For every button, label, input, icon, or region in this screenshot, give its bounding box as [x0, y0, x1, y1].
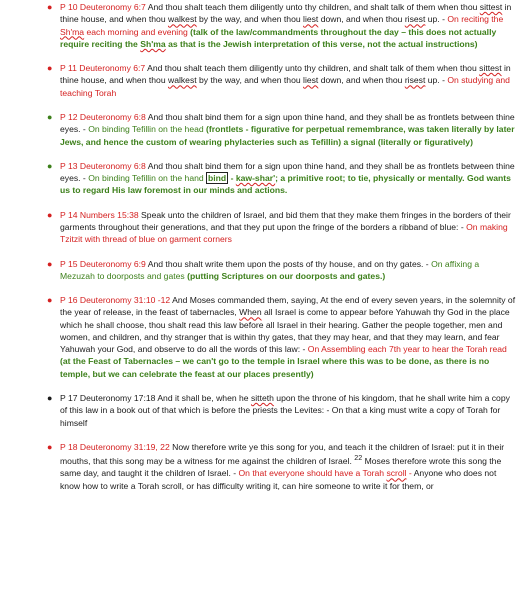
commandment-title: On that everyone should have a Torah: [238, 468, 387, 479]
commentary: (putting Scriptures on our doorposts and gates.): [184, 270, 386, 281]
verse-ref: P 10 Deuteronomy 6:7: [60, 2, 146, 12]
bullet-icon: ●: [47, 160, 53, 171]
verse-text: Speak unto the children of Israel, and bid them that they make them fringes in the borders of their garments throughout their generations, and that they put upon the fringe of the borders a ribband of blue: -: [60, 209, 511, 232]
verse-text: in thine house, and when thou: [60, 2, 512, 25]
commentary: (frontlets - figurative for perpetual remembrance, was taken literally by later Jews, and hence the custom of wearing phylacteries such as Tefillin) a signal (literally or figuratively): [60, 124, 515, 147]
verse-ref: P 16 Deuteronomy 31:10 -12: [60, 295, 171, 306]
commandment-title: On Assembling each 7th year to hear the Torah read: [307, 344, 507, 355]
verse-text: And thou shalt bind them for a sign upon thine hand, and they shall be as frontlets between thine eyes. -: [60, 111, 515, 135]
commandment-title: On reciting the: [447, 14, 504, 25]
verse-text: by the way, and when thou: [196, 75, 304, 86]
list-item: [47, 392, 516, 429]
verse-text: And it shall be, when he: [155, 393, 251, 404]
commandment-title: On binding Tefillin on the hand: [88, 173, 204, 184]
spell-flag-word: walkest: [167, 75, 197, 86]
spell-flag-word: scroll: [386, 468, 407, 479]
verse-text: Anyone who does not know how to write a Torah scroll, or has difficulty writing it, can hire someone to write it for them, or: [60, 468, 497, 491]
verse-text: up. -: [425, 14, 448, 25]
list-item: [47, 258, 516, 283]
verse-number: 22: [354, 454, 363, 463]
commentary: ; a primitive root; to tie, physically or mentally. God wants us to regard His law foremost in our minds and actions.: [60, 173, 511, 196]
verse-text: down, and when thou: [318, 14, 405, 25]
commandment-title: -: [406, 468, 414, 479]
spell-flag-word: Sh'ma: [140, 38, 166, 49]
commandment-title: On studying and teaching Torah: [60, 75, 510, 98]
spell-flag-word: liest: [303, 14, 319, 25]
selected-word-box[interactable]: bind: [208, 173, 227, 184]
list-item: [47, 160, 516, 197]
spell-flag-word: Sh'ma: [60, 26, 85, 37]
spell-flag-word: sitteth: [250, 393, 274, 404]
verse-text: up. -: [425, 75, 448, 86]
verse-text: down, and when thou: [318, 75, 405, 86]
bullet-icon: ●: [47, 295, 53, 306]
spell-flag-word: When: [239, 307, 262, 318]
verse-text: And thou shalt write them upon the posts of thy house, and on thy gates. -: [145, 258, 432, 269]
verse-text: Moses therefore wrote this song the same day, and taught it the children of Israel. -: [60, 456, 502, 479]
spell-flag-word: sittest: [479, 2, 503, 12]
verse-ref: P 11 Deuteronomy 6:7: [60, 63, 146, 74]
verse-text: in thine house, and when thou: [60, 63, 511, 86]
commentary: (talk of the law/commandments throughout the day – this does not actually require reciting the: [60, 26, 497, 49]
spell-flag-word: risest: [404, 14, 426, 25]
spell-flag-word: sittest: [479, 63, 502, 74]
bullet-icon: ●: [47, 393, 53, 404]
bullet-icon: ●: [47, 111, 53, 122]
bullet-icon: ●: [47, 63, 53, 74]
bullet-icon: ●: [47, 258, 53, 269]
commentary: (at the Feast of Tabernacles – we can't go to the temple in Israel where this was to be done, as there is no temple, but we can celebrate the feast at our places presently): [60, 356, 490, 379]
verse-text: And thou shalt teach them diligently unto thy children, and shalt talk of them when thou: [145, 2, 480, 12]
commandment-title: On binding Tefillin on the head: [88, 124, 204, 135]
verse-ref: P 14 Numbers 15:38: [60, 209, 139, 220]
verse-ref: P 18 Deuteronomy 31:19, 22: [60, 441, 170, 452]
commentary: as that is the Jewish interpretation of this verse, not the actual instructions): [165, 38, 478, 49]
commandment-title: On affixing a Mezuzah to doorposts and gates: [60, 258, 480, 281]
spell-flag-word: risest: [404, 75, 426, 86]
commentary: -: [228, 173, 236, 184]
verse-text: all Israel is come to appear before Yahuwah thy God in the place which he shall choose, thou shalt read this law before all Israel in their hearing. Gather the people together, men and women, and children, and thy stranger that is within thy gates, that they may hear, and that they may learn, and fear Yahuwah your God, and observe to do all the words of this law: -: [60, 307, 510, 355]
verse-text: Now therefore write ye this song for you, and teach it the children of Israel: put it in their mouths, that this song may be a witness for me against the children of Israel.: [60, 441, 505, 467]
verse-ref: P 13 Deuteronomy 6:8: [60, 160, 146, 171]
commandment-title: On making Tzitzit with thread of blue on garment corners: [60, 221, 508, 245]
list-item: [47, 441, 516, 492]
list-item: [47, 209, 516, 246]
bullet-icon: ●: [47, 209, 53, 220]
list-item: [47, 1, 516, 50]
verse-ref: P 12 Deuteronomy 6:8: [60, 111, 146, 122]
verse-text: And Moses commanded them, saying, At the end of every seven years, in the solemnity of the year of release, in the feast of tabernacles,: [60, 295, 516, 318]
list-item: [47, 111, 516, 148]
spell-flag-word: kaw-shar': [235, 173, 276, 184]
commandment-title: each morning and evening: [84, 26, 188, 37]
spell-flag-word: walkest: [167, 14, 197, 25]
verse-text: upon the throne of his kingdom, that he shall write him a copy of this law in a book out of that which is before the priests the Levites: - On that a king must write a copy of Torah for himself: [60, 393, 510, 428]
verse-text: And thou shalt bind them for a sign upon thine hand, and they shall be as frontlets between thine eyes. -: [60, 160, 515, 184]
verse-text: by the way, and when thou: [196, 14, 304, 25]
verse-text: And thou shalt teach them diligently unto thy children, and shalt talk of them when thou: [145, 63, 480, 74]
verse-ref: P 15 Deuteronomy 6:9: [60, 258, 146, 269]
verse-ref: P 17 Deuteronomy 17:18: [60, 393, 156, 404]
list-item: [47, 294, 516, 380]
bullet-icon: ●: [47, 2, 53, 12]
spell-flag-word: liest: [303, 75, 319, 86]
list-item: [47, 62, 516, 99]
bullet-icon: ●: [47, 441, 53, 452]
